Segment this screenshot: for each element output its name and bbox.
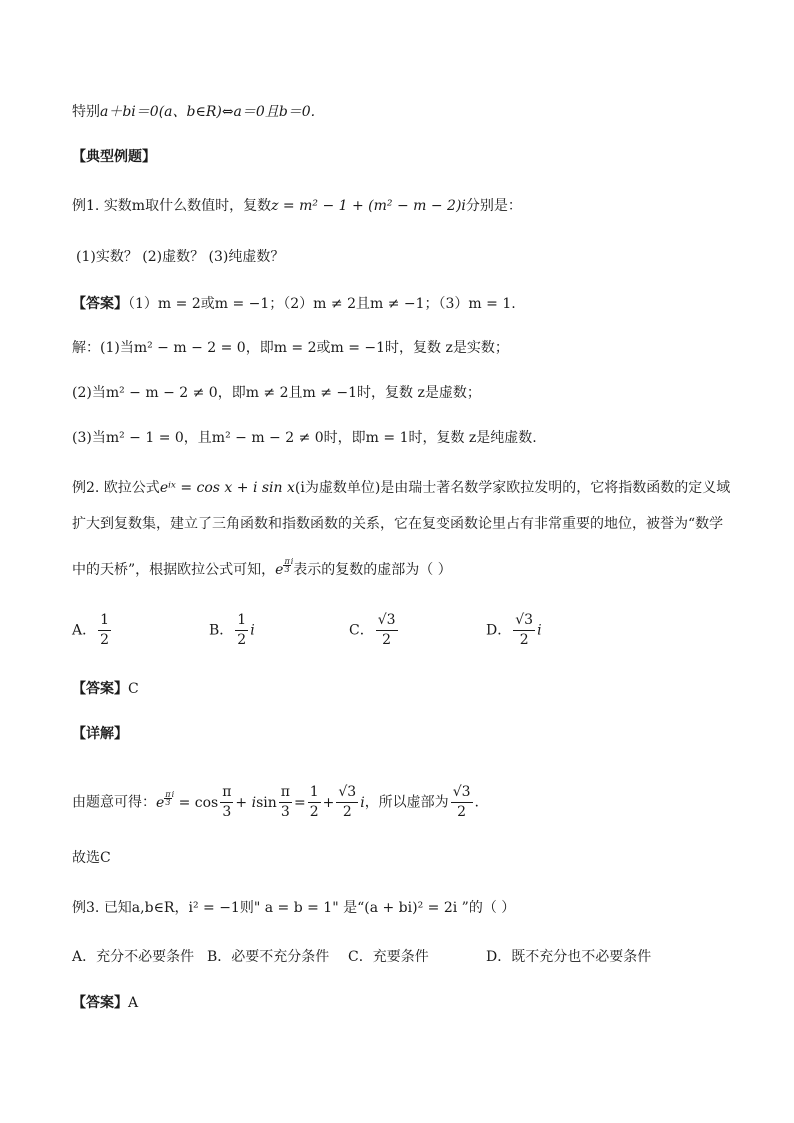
ex2-detail-formula: e $\frac{\pi}{3}$ $^i$ = cos $\frac{\pi}{3}$ + isin $\frac{\pi}{3}$ = $\frac{1}{2}$ + $\frac{√3}{2}$ i [156, 784, 365, 820]
ex2-line1-b: (i为虚数单位)是由瑞士著名数学家欧拉发明的，它将指数函数的定义域 [294, 480, 731, 496]
ex2-line-2: 扩大到复数集，建立了三角函数和指数函数的关系，它在复变函数论里占有非常重要的地位，被誉为“数学 [72, 516, 724, 532]
ex3-option-a-letter: A． [72, 949, 97, 965]
ex1-answer [72, 294, 516, 314]
ex3-option-a[interactable] [72, 947, 194, 967]
ex3-answer-text: A [128, 995, 139, 1011]
ex1-label: 例1. [72, 198, 100, 214]
ex3-option-b-text: 必要不充分条件 [231, 949, 330, 965]
ex2-answer [72, 679, 139, 699]
ex2-detail-label: 【详解】 [72, 726, 128, 742]
ex2-answer-text: C [128, 681, 139, 697]
ex2-line1-a: 欧拉公式 [103, 480, 160, 496]
ex2-line3-a: 中的天桥”，根据欧拉公式可知， [72, 562, 276, 578]
ex1-text-b: 分别是： [465, 198, 522, 214]
ex1-solution-2: (2)当m² − m − 2 ≠ 0，即m ≠ 2且m ≠ −1时，复数 z是虚数； [72, 385, 481, 401]
section-title: 【典型例题】 [72, 149, 156, 165]
option-a-letter: A． [72, 622, 97, 639]
ex2-exp-expression: e $\frac{\pi}{3}$ $^i$ [275, 557, 294, 578]
ex1-answer-text: （1）m = 2或m = −1；（2）m ≠ 2且m ≠ −1；（3）m = 1. [128, 296, 516, 312]
ex3-option-d-letter: D． [486, 949, 512, 965]
ex1-solution-1: 解：(1)当m² − m − 2 = 0，即m = 2或m = −1时，复数 z是实数； [72, 340, 509, 356]
ex2-detail-b: ，所以虚部为 [364, 794, 449, 811]
option-d-letter: D． [486, 622, 512, 639]
ex3-answer-label: 【答案】 [72, 995, 128, 1011]
option-b-suffix: i [250, 622, 255, 639]
intro-prefix: 特别 [72, 104, 100, 120]
ex2-line-3 [72, 552, 452, 580]
ex3-option-d[interactable] [486, 947, 651, 967]
ex2-option-c[interactable] [349, 612, 400, 649]
ex2-detail-a: 由题意可得： [72, 794, 156, 811]
ex2-option-b[interactable] [209, 612, 255, 649]
ex1-solution-3: (3)当m² − 1 = 0，且m² − m − 2 ≠ 0时，即m = 1时，复数 z是纯虚数. [72, 430, 537, 446]
ex1-answer-label: 【答案】 [72, 296, 128, 312]
ex1-formula: z = m² − 1 + (m² − m − 2)i [271, 198, 466, 214]
ex2-option-d[interactable] [486, 612, 542, 649]
ex1-subquestions: (1)实数？ (2)虚数？ (3)纯虚数？ [76, 249, 285, 265]
ex3-answer [72, 993, 138, 1013]
ex3-option-a-text: 充分不必要条件 [96, 949, 195, 965]
ex2-line3-b: 表示的复数的虚部为（ ） [293, 562, 452, 578]
ex1-question [72, 196, 522, 216]
option-b-letter: B． [209, 622, 234, 639]
option-a-fraction: $\frac{1}{2}$ [100, 612, 110, 648]
intro-line [72, 102, 315, 122]
ex3-option-b-letter: B． [207, 949, 232, 965]
ex3-option-c-text: 充要条件 [372, 949, 429, 965]
ex1-text-a: 实数m取什么数值时，复数 [103, 198, 272, 214]
ex3-text: 已知a,b∈R，i² = −1则" a = b = 1" 是“(a + bi)² = 2i ”的（ ） [103, 900, 516, 916]
option-c-fraction: $\frac{√3}{2}$ [377, 612, 396, 648]
ex3-label: 例3. [72, 900, 100, 916]
option-d-suffix: i [537, 622, 542, 639]
ex2-detail-result: $\frac{√3}{2}$ [452, 784, 471, 820]
ex3-option-c-letter: C． [348, 949, 373, 965]
ex2-label: 例2. [72, 480, 100, 496]
ex2-answer-label: 【答案】 [72, 681, 128, 697]
ex3-question [72, 898, 515, 918]
ex3-option-c[interactable] [348, 947, 429, 967]
ex2-euler-formula: eⁱˣ = cos x + i sin x [159, 480, 295, 496]
ex3-option-d-text: 既不充分也不必要条件 [511, 949, 652, 965]
ex2-conclusion: 故选C [72, 850, 111, 866]
option-d-fraction: $\frac{√3}{2}$ [515, 612, 534, 648]
ex3-option-b[interactable] [207, 947, 329, 967]
ex2-option-a[interactable] [72, 612, 113, 649]
ex2-line-1 [72, 478, 730, 498]
ex2-detail-line: 由题意可得：e $\frac{\pi}{3}$ $^i$ = cos $\frac{\pi}{3}$ + isin $\frac{\pi}{3}$ = $\frac{1}{2}$ + $\frac{√3}{2}$ i，所以虚部为 $\frac{√3}{2}$ . [72, 784, 479, 820]
option-c-letter: C． [349, 622, 374, 639]
intro-formula: a＋bi＝0(a、b∈R)⇔a＝0且b＝0. [100, 104, 316, 120]
option-b-fraction: $\frac{1}{2}$ [237, 612, 247, 648]
